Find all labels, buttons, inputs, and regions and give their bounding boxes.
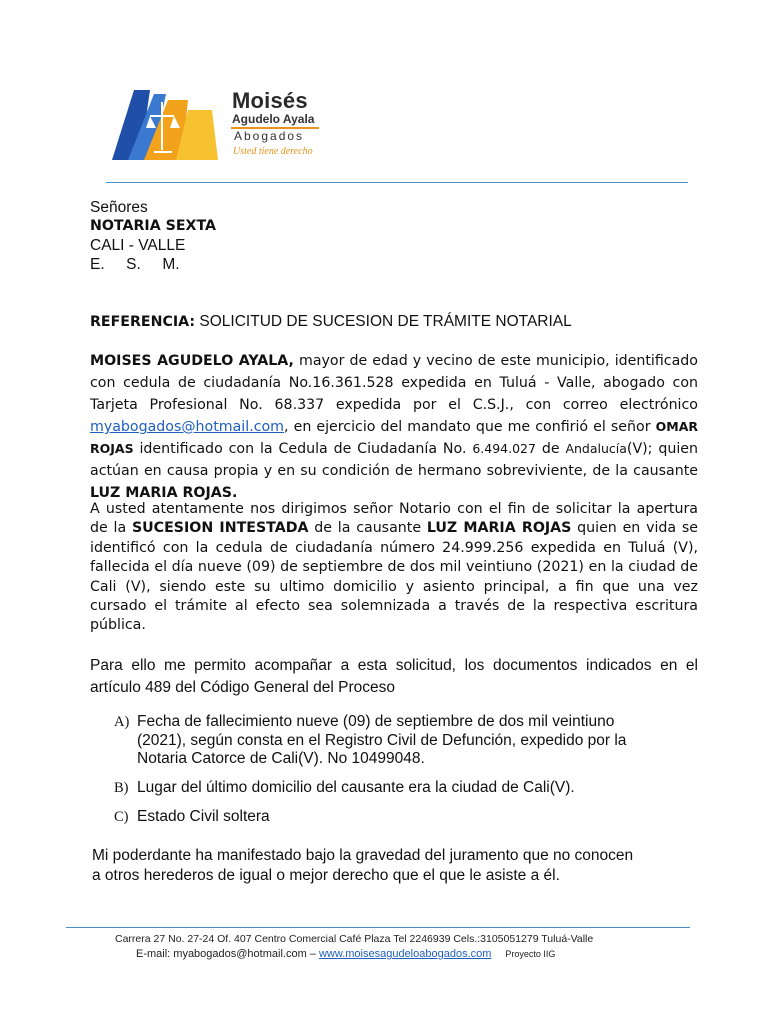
client-place: Andalucía (565, 441, 627, 456)
intro-text-2: , en ejercicio del mandato que me confirió el señor (284, 419, 656, 435)
address-recipient: NOTARIA SEXTA (90, 218, 217, 234)
intro-text-4: de (535, 441, 566, 457)
logo-tagline: Usted tiene derecho (233, 146, 313, 157)
list-marker: A) (114, 714, 130, 730)
list-marker: B) (114, 780, 129, 796)
sucesion-type: SUCESION INTESTADA (131, 520, 309, 537)
header-divider (106, 182, 688, 183)
lawyer-name: MOISES AGUDELO AYALA, (90, 353, 294, 369)
deceased-name-2: LUZ MARIA ROJAS (426, 520, 572, 537)
list-item-line: Fecha de fallecimiento nueve (09) de septiembre de dos mil veintiuno (137, 713, 615, 730)
request-text-3: quien en vida se identificó con la cedula de ciudadanía número 24.999.256 expedida en Tuluá (V), fallecida el día nueve (09) de septiembre de dos mil veintiuno (2021) en la ciudad de Cali (V), siendo este su ultimo domicilio y asiento principal, a fin que una vez cursado el trámite al efecto sea solemnizada a través de la respectiva escritura pública. (90, 520, 699, 634)
client-name: OMAR ROJAS (90, 419, 698, 456)
email-link[interactable]: myabogados@hotmail.com (90, 419, 285, 435)
address-city: CALI - VALLE (90, 237, 186, 254)
intro-text-5: (V); quien actúan en causa propia y en su condición de hermano sobreviviente, de la causante (90, 441, 698, 479)
logo-firm: Abogados (234, 129, 305, 143)
intro-text-1: mayor de edad y vecino de este municipio, identificado con cedula de ciudadanía No.16.361.528 expedida en Tuluá - Valle, abogado con Tarjeta Profesional No. 68.337 expedida por el C.S.J., con correo electrónico (90, 353, 698, 413)
request-text-2: de la causante (308, 520, 427, 537)
request-text-1: A usted atentamente nos dirigimos señor Notario con el fin de solicitar la apertura de la (90, 501, 698, 537)
reference-label: REFERENCIA: (90, 314, 196, 330)
address-salutation: Señores (90, 199, 148, 216)
reference-line (90, 312, 572, 332)
list-item-line: (2021), según consta en el Registro Civil de Defunción, expedido por la (137, 731, 627, 749)
list-item-line: Notaria Catorce de Cali(V). No 10499048. (137, 750, 425, 767)
logo-mark-icon (84, 80, 224, 168)
list-item-text: Lugar del último domicilio del causante era la ciudad de Cali(V). (137, 779, 575, 796)
reference-text: SOLICITUD DE SUCESION DE TRÁMITE NOTARIAL (195, 313, 572, 330)
address-esm: E. S. M. (90, 256, 180, 273)
list-item-text: Estado Civil soltera (137, 808, 270, 825)
deceased-name: LUZ MARIA ROJAS. (90, 485, 238, 501)
intro-text-3: identificado con la Cedula de Ciudadanía No. (133, 441, 473, 457)
logo-name: Moisés (232, 88, 308, 113)
paragraph-oath (92, 846, 633, 885)
client-id: 6.494.027 (472, 441, 536, 456)
paragraph-intro (90, 350, 698, 504)
footer-address: Carrera 27 No. 27-24 Of. 407 Centro Comercial Café Plaza Tel 2246939 Cels.:3105051279 Tuluá-Valle (115, 933, 594, 945)
website-link[interactable]: www.moisesagudeloabogados.com (318, 948, 492, 960)
footer-divider (66, 927, 690, 928)
footer-project: Proyecto IIG (505, 949, 556, 959)
firm-logo (84, 80, 330, 168)
list-marker: C) (114, 809, 129, 825)
paragraph-documents: Para ello me permito acompañar a esta solicitud, los documentos indicados en el artículo 489 del Código General del Proceso (90, 657, 698, 696)
paragraph-request (90, 500, 698, 636)
oath-line-1: Mi poderdante ha manifestado bajo la gravedad del juramento que no conocen (92, 847, 634, 864)
footer-contact (136, 948, 555, 960)
logo-subname: Agudelo Ayala (232, 112, 315, 126)
oath-line-2: a otros herederos de igual o mejor derecho que el que le asiste a él. (92, 866, 560, 884)
list-item-text (137, 713, 697, 769)
footer-email: E-mail: myabogados@hotmail.com – (136, 948, 319, 960)
